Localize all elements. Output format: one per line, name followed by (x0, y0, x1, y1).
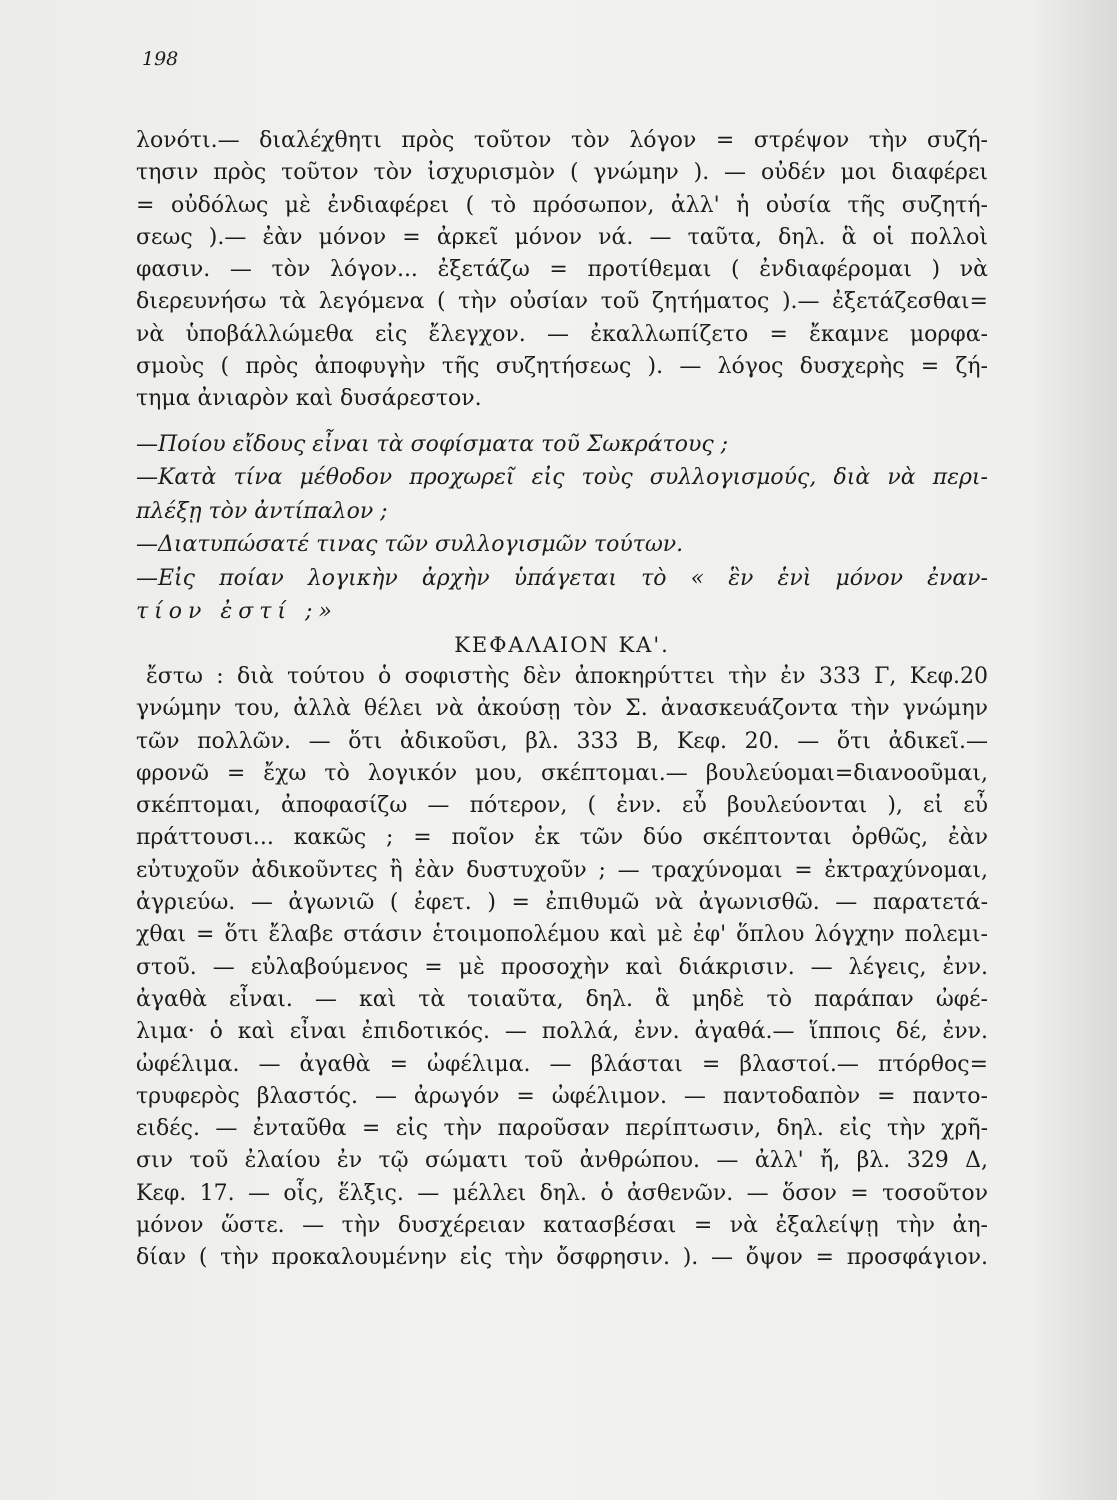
text-line: ἀγριεύω. — ἀγωνιῶ ( ἐφετ. ) = ἐπιθυμῶ νὰ ἀγωνισθῶ. — παρατετά- (136, 890, 988, 916)
text-line: χθαι = ὅτι ἔλαβε στάσιν ἑτοιμοπολέμου καὶ μὲ ἐφ' ὅπλου λόγχην πολεμι- (136, 922, 988, 948)
text-line: ειδές. — ἐνταῦθα = εἰς τὴν παροῦσαν περίπτωσιν, δηλ. εἰς τὴν χρῆ- (136, 1116, 988, 1142)
question-line: τίον ἐστί ;» (136, 599, 338, 625)
page-text (136, 125, 988, 1275)
text-line: λονότι.— διαλέχθητι πρὸς τοῦτον τὸν λόγον = στρέψον τὴν συζή- (136, 128, 988, 153)
text-line: σεως ).— ἐὰν μόνον = ἀρκεῖ μόνον νά. — ταῦτα, δηλ. ἃ οἱ πολλοὶ (136, 224, 988, 250)
question-line: πλέξῃ τὸν ἀντίπαλον ; (136, 498, 388, 524)
page-number: 198 (142, 48, 179, 70)
text-line: σιν τοῦ ἐλαίου ἐν τῷ σώματι τοῦ ἀνθρώπου. — ἀλλ' ἤ, βλ. 329 Δ, (136, 1148, 988, 1174)
text-line: πράττουσι... κακῶς ; = ποῖον ἐκ τῶν δύο σκέπτονται ὀρθῶς, ἐὰν (136, 825, 988, 851)
text-line: δίαν ( τὴν προκαλουμένην εἰς τὴν ὄσφρησιν. ). — ὄψον = προσφάγιον. (136, 1245, 988, 1271)
text-line: ὠφέλιμα. — ἀγαθὰ = ὠφέλιμα. — βλάσται = βλαστοί.— πτόρθος= (136, 1051, 988, 1077)
questions-block (136, 428, 988, 629)
text-line: σμοὺς ( πρὸς ἀποφυγὴν τῆς συζητήσεως ). — λόγος δυσχερὴς = ζή- (136, 354, 988, 380)
question-line: —Διατυπώσατέ τινας τῶν συλλογισμῶν τούτων. (136, 532, 684, 558)
text-line: στοῦ. — εὐλαβούμενος = μὲ προσοχὴν καὶ διάκρισιν. — λέγεις, ἐνν. (136, 954, 988, 980)
text-line: τῶν πολλῶν. — ὅτι ἀδικοῦσι, βλ. 333 Β, Κεφ. 20. — ὅτι ἀδικεῖ.— (136, 728, 988, 754)
text-line: μόνον ὥστε. — τὴν δυσχέρειαν κατασβέσαι = νὰ ἐξαλείψῃ τὴν ἀη- (136, 1213, 988, 1239)
chapter-commentary-block (136, 661, 988, 1275)
question-line: —Κατὰ τίνα μέθοδον προχωρεῖ εἰς τοὺς συλλογισμούς, διὰ νὰ περι- (136, 465, 988, 491)
text-line: τημα ἀνιαρὸν καὶ δυσάρεστον. (136, 386, 482, 412)
glossary-block (136, 125, 988, 416)
text-line: τρυφερὸς βλαστός. — ἀρωγόν = ὠφέλιμον. — παντοδαπὸν = παντο- (136, 1083, 988, 1109)
text-line: νὰ ὑποβάλλώμεθα εἰς ἔλεγχον. — ἐκαλλωπίζετο = ἔκαμνε μορφα- (136, 321, 988, 347)
text-line: = οὐδόλως μὲ ἐνδιαφέρει ( τὸ πρόσωπον, ἀλλ' ἡ οὐσία τῆς συζητή- (136, 192, 988, 218)
text-line: γνώμην του, ἀλλὰ θέλει νὰ ἀκούσῃ τὸν Σ. ἀνασκευάζοντα τὴν γνώμην (136, 696, 988, 722)
text-line: φασιν. — τὸν λόγον... ἐξετάζω = προτίθεμαι ( ἐνδιαφέρομαι ) νὰ (136, 257, 988, 283)
chapter-heading: ΚΕΦΑΛΑΙΟΝ ΚΑ'. (454, 632, 670, 657)
question-line: —Ποίου εἴδους εἶναι τὰ σοφίσματα τοῦ Σωκράτους ; (136, 431, 729, 457)
text-line: Κεφ. 17. — οἷς, ἕλξις. — μέλλει δηλ. ὁ ἀσθενῶν. — ὅσον = τοσοῦτον (136, 1180, 988, 1206)
text-line: σκέπτομαι, ἀποφασίζω — πότερον, ( ἐνν. εὖ βουλεύονται ), εἰ εὖ (136, 793, 988, 819)
text-line: ἀγαθὰ εἶναι. — καὶ τὰ τοιαῦτα, δηλ. ἃ μηδὲ τὸ παράπαν ὠφέ- (136, 986, 988, 1012)
text-line: λιμα· ὁ καὶ εἶναι ἐπιδοτικός. — πολλά, ἐνν. ἀγαθά.— ἵπποις δέ, ἐνν. (136, 1019, 988, 1045)
text-line: διερευνήσω τὰ λεγόμενα ( τὴν οὐσίαν τοῦ ζητήματος ).— ἐξετάζεσθαι= (136, 289, 988, 315)
text-line: φρονῶ = ἔχω τὸ λογικόν μου, σκέπτομαι.— βουλεύομαι=διανοοῦμαι, (136, 760, 988, 786)
text-line: ἔστω : διὰ τούτου ὁ σοφιστὴς δὲν ἀποκηρύττει τὴν ἐν 333 Γ, Κεφ.20 (146, 663, 988, 689)
question-line: —Εἰς ποίαν λογικὴν ἀρχὴν ὑπάγεται τὸ « ἓν ἑνὶ μόνον ἐναν- (136, 565, 988, 591)
text-line: τησιν πρὸς τοῦτον τὸν ἰσχυρισμὸν ( γνώμην ). — οὐδέν μοι διαφέρει (136, 160, 988, 186)
text-line: εὐτυχοῦν ἀδικοῦντες ἢ ἐὰν δυστυχοῦν ; — τραχύνομαι = ἐκτραχύνομαι, (136, 857, 988, 883)
